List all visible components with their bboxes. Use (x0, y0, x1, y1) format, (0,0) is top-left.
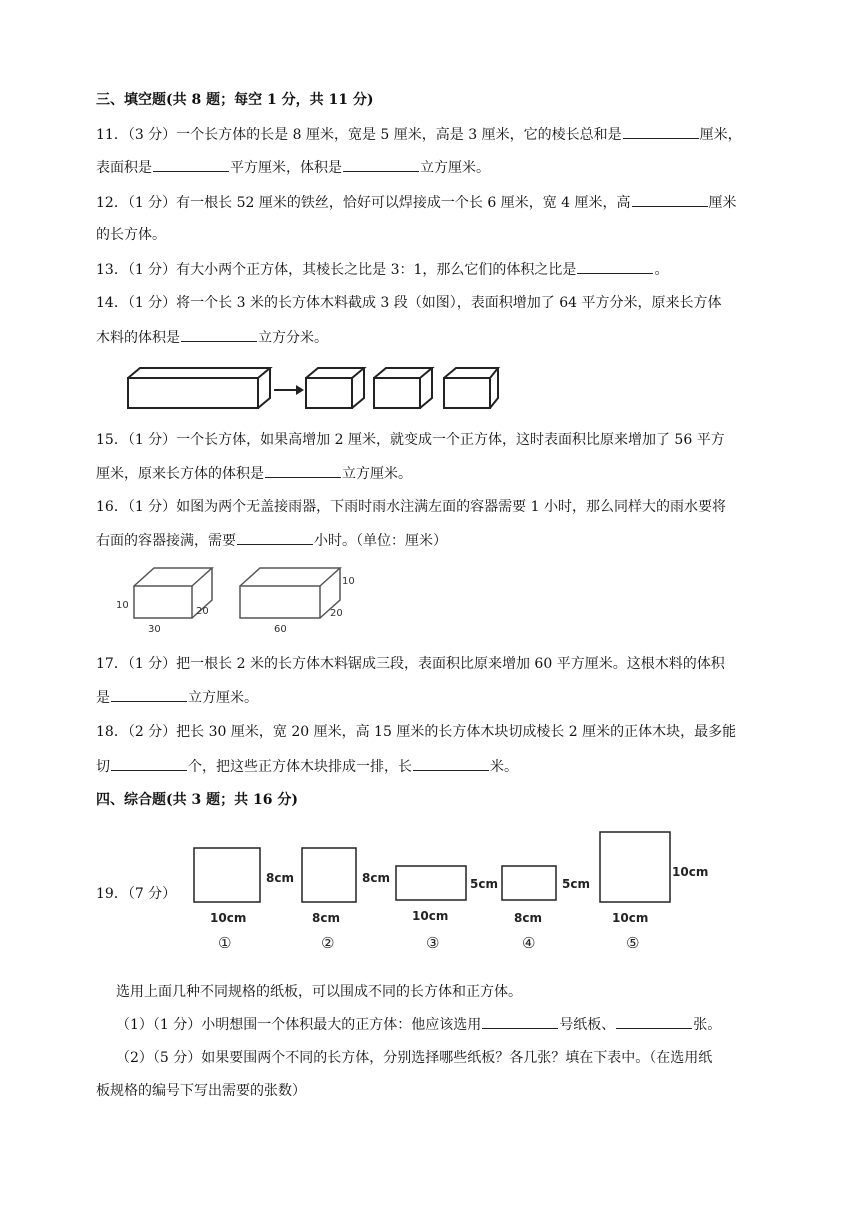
q11-text-b: 厘米， (699, 127, 742, 143)
long-prism-front (128, 378, 258, 408)
q12-text-b: 厘米 (708, 195, 737, 211)
q19-p1-blank-2[interactable] (616, 1014, 692, 1029)
arrow-head-icon (296, 385, 304, 395)
left-box-top (134, 568, 212, 586)
q16-figure (108, 560, 368, 638)
board-2-rect (302, 848, 356, 902)
left-box-height-label: 10 (116, 600, 129, 611)
q15-text-c: 立方厘米。 (342, 466, 412, 482)
q11-text-c: 表面积是 (96, 160, 152, 176)
q11-line-2 (96, 157, 490, 178)
q15-line-1: 15．（1 分）一个长方体，如果高增加 2 厘米，就变成一个正方体，这时表面积比原来增加了 56 平方 (96, 432, 725, 448)
cube-3-front (444, 378, 490, 408)
q15-line-2 (96, 463, 412, 484)
q18-text-d: 米。 (490, 759, 518, 775)
board-3-width: 10cm (412, 909, 449, 923)
q19-part-1 (116, 1014, 721, 1035)
q17-text-b: 是 (96, 690, 110, 706)
q12-line-2: 的长方体。 (96, 227, 166, 243)
cube-2-front (374, 378, 420, 408)
q11-text-e: 立方厘米。 (420, 160, 490, 176)
q11-blank-2[interactable] (153, 157, 229, 172)
q14-text-c: 立方分米。 (258, 330, 328, 346)
q11-text-a: 11．（3 分）一个长方体的长是 8 厘米，宽是 5 厘米，高是 3 厘米，它的棱长总和是 (96, 127, 622, 143)
q19-p1-text-b: 号纸板、 (559, 1017, 616, 1033)
q17-line-1: 17．（1 分）把一根长 2 米的长方体木料锯成三段，表面积比原来增加 60 平方厘米。这根木料的体积 (96, 656, 725, 672)
q14-line-2 (96, 327, 328, 348)
q18-blank-2[interactable] (413, 756, 489, 771)
cube-3-top (444, 368, 498, 378)
q13-text-a: 13．（1 分）有大小两个正方体，其棱长之比是 3：1，那么它们的体积之比是 (96, 262, 577, 278)
left-box-front (134, 586, 192, 618)
left-box-depth-label: 20 (196, 606, 209, 617)
section-4-title: 四、综合题(共 3 题；共 16 分) (96, 792, 298, 808)
q13-line-1 (96, 259, 668, 280)
board-5-height: 10cm (672, 865, 709, 879)
q16-blank-1[interactable] (237, 530, 313, 545)
q19-p1-text-a: （1）（1 分）小明想围一个体积最大的正方体：他应该选用 (116, 1017, 482, 1033)
board-1-rect (194, 848, 260, 902)
q11-line-1 (96, 124, 742, 145)
q16-text-c: 小时。（单位：厘米） (314, 533, 447, 549)
board-1-number: ① (218, 934, 232, 952)
q12-blank-1[interactable] (632, 192, 708, 207)
q19-part-2-line-2: 板规格的编号下写出需要的张数） (96, 1083, 306, 1099)
left-box-width-label: 30 (148, 624, 161, 635)
q15-blank-1[interactable] (265, 463, 341, 478)
q18-text-b: 切 (96, 759, 110, 775)
board-3-number: ③ (426, 934, 440, 952)
q19-p1-text-c: 张。 (693, 1017, 722, 1033)
q11-blank-1[interactable] (623, 124, 699, 139)
q15-text-b: 厘米，原来长方体的体积是 (96, 466, 264, 482)
cube-2-top (374, 368, 432, 378)
right-box-width-label: 60 (274, 624, 287, 635)
board-4-rect (502, 866, 556, 900)
cube-1-top (306, 368, 364, 378)
q18-blank-1[interactable] (111, 756, 187, 771)
q13-text-b: 。 (654, 262, 669, 278)
q16-line-1: 16．（1 分）如图为两个无盖接雨器，下雨时雨水注满左面的容器需要 1 小时，那么同样大的雨水要将 (96, 499, 726, 515)
board-4-height: 5cm (562, 877, 590, 891)
board-1-width: 10cm (210, 911, 247, 925)
q12-text-a: 12．（1 分）有一根长 52 厘米的铁丝，恰好可以焊接成一个长 6 厘米，宽 4 厘米，高 (96, 195, 631, 211)
q19-p1-blank-1[interactable] (482, 1014, 558, 1029)
board-5-rect (600, 832, 670, 902)
q14-text-b: 木料的体积是 (96, 330, 180, 346)
long-prism-top (128, 368, 270, 378)
q19-intro: 选用上面几种不同规格的纸板，可以围成不同的长方体和正方体。 (116, 984, 522, 1000)
board-3-height: 5cm (470, 877, 498, 891)
board-3-rect (396, 866, 466, 900)
board-4-width: 8cm (514, 911, 542, 925)
cube-1-front (306, 378, 352, 408)
q19-label: 19．（7 分） (96, 886, 177, 902)
board-1-height: 8cm (266, 871, 294, 885)
q14-line-1: 14．（1 分）将一个长 3 米的长方体木料截成 3 段（如图），表面积增加了 64 平方分米，原来长方体 (96, 295, 722, 311)
q16-line-2 (96, 530, 447, 551)
q17-blank-1[interactable] (111, 687, 187, 702)
q17-text-c: 立方厘米。 (188, 690, 258, 706)
board-4-number: ④ (522, 934, 536, 952)
board-2-width: 8cm (312, 911, 340, 925)
q14-blank-1[interactable] (181, 327, 257, 342)
right-box-depth-label: 20 (330, 608, 343, 619)
q18-line-1: 18．（2 分）把长 30 厘米，宽 20 厘米，高 15 厘米的长方体木块切成棱长 2 厘米的正体木块，最多能 (96, 724, 737, 740)
board-2-number: ② (321, 934, 335, 952)
board-5-number: ⑤ (626, 934, 640, 952)
board-5-width: 10cm (612, 911, 649, 925)
board-2-height: 8cm (362, 871, 390, 885)
q19-boards-figure (186, 826, 726, 958)
q17-line-2 (96, 687, 258, 708)
right-box-top (240, 568, 340, 586)
q18-line-2 (96, 756, 518, 777)
q11-blank-3[interactable] (343, 157, 419, 172)
q18-text-c: 个，把这些正方体木块排成一排，长 (188, 759, 412, 775)
q13-blank-1[interactable] (577, 259, 653, 274)
section-3-title: 三、填空题(共 8 题；每空 1 分，共 11 分) (96, 92, 374, 108)
q19-part-2-line-1: （2）（5 分）如果要围两个不同的长方体，分别选择哪些纸板？各几张？填在下表中。（在选用纸 (116, 1050, 713, 1066)
q12-line-1 (96, 192, 737, 213)
q14-figure (124, 360, 504, 416)
q11-text-d: 平方厘米，体积是 (230, 160, 342, 176)
right-box-height-label: 10 (342, 576, 355, 587)
q16-text-b: 右面的容器接满，需要 (96, 533, 236, 549)
right-box-front (240, 586, 320, 618)
